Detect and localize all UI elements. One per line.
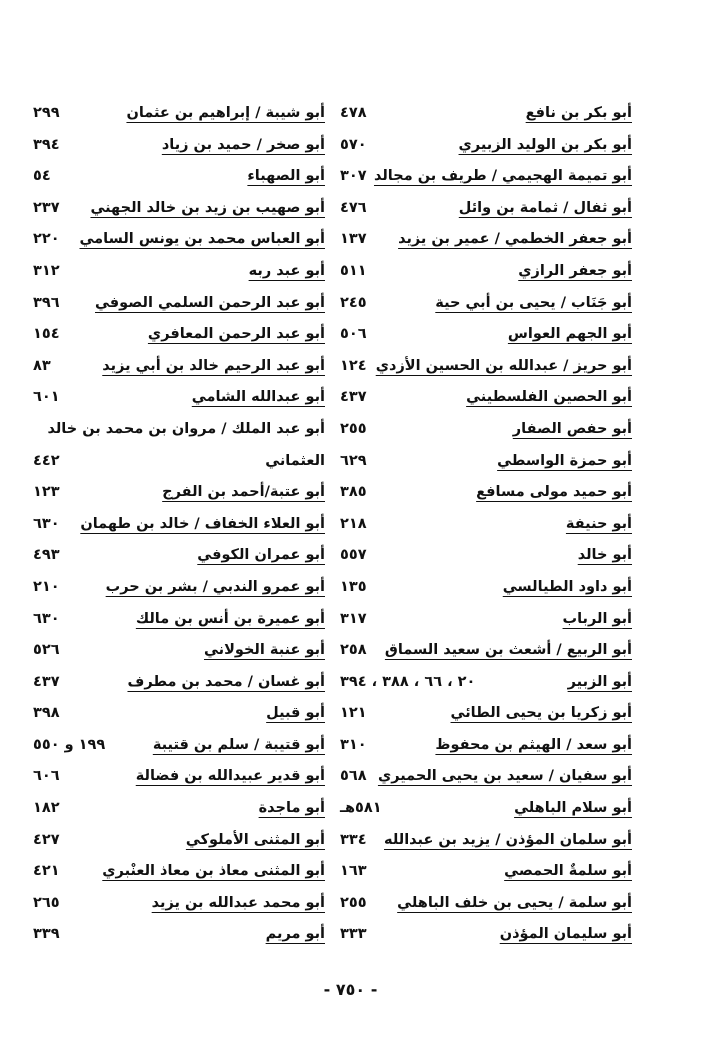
index-entry (25, 921, 325, 953)
entry-page-ref: ٥٠٦ (340, 326, 367, 343)
entry-page-ref: ٥٨١هـ (340, 800, 382, 817)
page-number: - ٧٥٠ - (323, 980, 378, 999)
entry-name: أبو قدير عبيدالله بن فضالة (135, 768, 325, 785)
index-entry (25, 858, 325, 890)
index-entry (332, 795, 632, 827)
index-entry (332, 669, 632, 701)
entry-page-ref: ٥٧٠ (340, 136, 367, 153)
index-entry (332, 511, 632, 543)
index-entry (25, 700, 325, 732)
index-entry (332, 100, 632, 132)
entry-page-ref: ٣٩٦ (33, 294, 60, 311)
index-entry (332, 606, 632, 638)
index-entry (25, 195, 325, 227)
entry-page-ref: ٦٠١ (33, 389, 60, 406)
index-entry (332, 921, 632, 953)
index-entry (25, 479, 325, 511)
entry-page-ref: ٣٣٩ (33, 926, 60, 943)
entry-page-ref: ٢٦٥ (33, 894, 60, 911)
entry-name: أبو تميمة الهجيمي / طريف بن مجالد (373, 168, 632, 185)
entry-name: أبو الرباب (562, 610, 632, 627)
entry-name: أبو حمزة الواسطي (497, 452, 632, 469)
entry-page-ref: ٤٤٢ (33, 452, 60, 469)
entry-name: أبو عبدالله الشامي (191, 389, 325, 406)
entry-page-ref: ٤٧٨ (340, 105, 367, 121)
entry-name: أبو سلام الباهلي (514, 800, 632, 817)
entry-page-ref: ٤٧٦ (340, 199, 367, 216)
index-entry (25, 542, 325, 574)
entry-page-ref: ٢١٠ (33, 578, 60, 595)
entry-name: أبو عبد الرحمن السلمي الصوفي (95, 294, 325, 311)
index-entry (25, 353, 325, 385)
entry-name: أبو عبد الرحيم خالد بن أبي يزيد (102, 357, 325, 374)
entry-page-ref: ٢٥٥ (340, 894, 367, 911)
entry-name: أبو ماجدة (258, 800, 325, 817)
index-entry (25, 795, 325, 827)
index-entry (25, 448, 325, 480)
entry-page-ref: ٣١٢ (33, 262, 60, 279)
entry-page-ref: ٤٩٣ (33, 547, 60, 564)
index-entry (332, 763, 632, 795)
index-entry (332, 132, 632, 164)
index-entry (25, 890, 325, 922)
index-entry (25, 258, 325, 290)
entry-page-ref: ٢٩٩ (33, 105, 60, 121)
index-entry (25, 384, 325, 416)
entry-name: أبو عبد الرحمن المعافري (147, 326, 325, 343)
entry-name: أبو الزبير (567, 673, 632, 690)
entry-name: أبو سفيان / سعيد بن يحيى الحميري (377, 768, 632, 785)
index-entry (332, 258, 632, 290)
entry-name: أبو خالد (577, 547, 632, 564)
entry-page-ref: ٣١٧ (340, 610, 367, 627)
entry-page-ref: ٤٢١ (33, 863, 60, 880)
entry-name: أبو عبد ربه (248, 262, 325, 279)
index-entry (25, 637, 325, 669)
entry-page-ref: ٣٨٥ (340, 484, 367, 501)
index-entry (332, 226, 632, 258)
entry-page-ref: ٣٩٨ (33, 705, 60, 722)
entry-page-ref: ٢١٨ (340, 515, 367, 532)
entry-name: العثماني (265, 452, 325, 469)
entry-name: أبو جَنَاب / يحيى بن أبي حية (435, 294, 632, 311)
entry-name: أبو حنيفة (565, 515, 632, 532)
entry-name: أبو محمد عبدالله بن يزيد (151, 894, 325, 911)
entry-name: أبو عمران الكوفي (197, 547, 325, 564)
entry-page-ref: ٢٢٠ (33, 231, 60, 248)
index-entry (25, 100, 325, 132)
index-entry (25, 732, 325, 764)
entry-page-ref: ١٣٥ (340, 578, 367, 595)
entry-page-ref: ٢٣٧ (33, 199, 60, 216)
entry-name: أبو سليمان المؤذن (499, 926, 632, 943)
index-entry (25, 290, 325, 322)
entry-page-ref: ٣٩٤ (33, 136, 60, 153)
index-entry (332, 574, 632, 606)
index-entry (332, 448, 632, 480)
entry-name: أبو سلمان المؤذن / يزيد بن عبدالله (384, 831, 632, 848)
index-entry (332, 637, 632, 669)
entry-page-ref: ٢٥٨ (340, 642, 367, 659)
entry-page-ref: ١٢٣ (33, 484, 60, 501)
entry-name: أبو بكر بن نافع (525, 105, 632, 121)
entry-name: أبو عميرة بن أنس بن مالك (135, 610, 325, 627)
entry-name: أبو جعفر الخطمي / عمير بن يزيد (398, 231, 632, 248)
entry-page-ref: ٢٠ ، ٦٦ ، ٣٨٨ ، ٣٩٤ (340, 673, 476, 690)
right-index-column (332, 100, 632, 953)
entry-page-ref: ٤٣٧ (340, 389, 367, 406)
entry-name: أبو عبد الملك / مروان بن محمد بن خالد (47, 420, 325, 437)
index-entry (25, 606, 325, 638)
entry-page-ref: ٥٤ (33, 168, 51, 185)
index-entry (332, 542, 632, 574)
entry-page-ref: ٦٢٩ (340, 452, 367, 469)
entry-name: أبو سلمة / يحيى بن خلف الباهلي (397, 894, 632, 911)
entry-page-ref: ٥٦٨ (340, 768, 367, 785)
index-entry (332, 732, 632, 764)
index-entry (332, 353, 632, 385)
entry-name: أبو ثفال / ثمامة بن وائل (458, 199, 632, 216)
entry-page-ref: ٤٣٧ (33, 673, 60, 690)
entry-page-ref: ٣٠٧ (340, 168, 367, 185)
index-entry (332, 858, 632, 890)
entry-name: أبو الحصين الفلسطيني (466, 389, 632, 406)
entry-page-ref: ٥٥٧ (340, 547, 367, 564)
index-entry (25, 669, 325, 701)
entry-page-ref: ٦٣٠ (33, 515, 60, 532)
entry-name: أبو قتيبة / سلم بن قتيبة (152, 736, 325, 753)
entry-page-ref: ١٢١ (340, 705, 367, 722)
entry-page-ref: ١٢٤ (340, 357, 367, 374)
entry-name: أبو العلاء الخفاف / خالد بن طهمان (80, 515, 325, 532)
entry-name: أبو المثنى معاذ بن معاذ العنْبري (102, 863, 325, 880)
entry-name: أبو شيبة / إبراهيم بن عثمان (126, 105, 325, 121)
entry-page-ref: ٢٥٥ (340, 420, 367, 437)
entry-name: أبو عتبة/أحمد بن الفرج (162, 484, 325, 501)
entry-page-ref: ٨٣ (33, 357, 51, 374)
entry-page-ref: ٢٤٥ (340, 294, 367, 311)
entry-name: أبو غسان / محمد بن مطرف (127, 673, 325, 690)
index-entry (25, 321, 325, 353)
index-entry (332, 479, 632, 511)
entry-page-ref: ٦٠٦ (33, 768, 60, 785)
entry-name: أبو عنبة الخولاني (203, 642, 325, 659)
entry-name: أبو زكريا بن يحيى الطائي (450, 705, 632, 722)
entry-page-ref: ١٣٧ (340, 231, 367, 248)
entry-name: أبو حميد مولى مسافع (476, 484, 632, 501)
entry-name: أبو داود الطيالسي (502, 578, 632, 595)
entry-name: أبو حفص الصفار (512, 420, 632, 437)
index-entry (25, 827, 325, 859)
entry-name: أبو قبيل (266, 705, 325, 722)
index-entry (25, 763, 325, 795)
entry-name: أبو مريم (265, 926, 325, 943)
index-entry (332, 290, 632, 322)
index-entry (25, 511, 325, 543)
entry-name: أبو العباس محمد بن يونس السامي (79, 231, 325, 248)
index-entry (332, 890, 632, 922)
entry-page-ref: ٣١٠ (340, 736, 367, 753)
index-entry (25, 132, 325, 164)
entry-name: أبو المثنى الأملوكي (185, 831, 325, 848)
entry-page-ref: ٤٢٧ (33, 831, 60, 848)
entry-name: أبو عمرو الندبي / بشر بن حرب (105, 578, 325, 595)
index-entry (332, 416, 632, 448)
index-entry (332, 384, 632, 416)
left-index-column (25, 100, 325, 953)
entry-name: أبو صهيب بن زيد بن خالد الجهني (90, 199, 325, 216)
entry-page-ref: ٣٣٣ (340, 926, 367, 943)
entry-name: أبو الربيع / أشعث بن سعيد السماق (384, 642, 632, 659)
entry-name: أبو بكر بن الوليد الزبيري (458, 136, 632, 153)
entry-page-ref: ٥٢٦ (33, 642, 60, 659)
entry-page-ref: ١٩٩ و ٥٥٠ (33, 736, 106, 753)
index-entry (25, 226, 325, 258)
entry-name: أبو الصهباء (247, 168, 325, 185)
entry-page-ref: ٦٣٠ (33, 610, 60, 627)
entry-page-ref: ٣٣٤ (340, 831, 367, 848)
index-entry (332, 321, 632, 353)
entry-name: أبو حريز / عبدالله بن الحسين الأزدي (375, 357, 632, 374)
index-entry (332, 163, 632, 195)
entry-name: أبو صخر / حميد بن زياد (161, 136, 325, 153)
entry-name: أبو سلمةٌ الحمصي (504, 863, 632, 880)
entry-name: أبو الجهم العواس (507, 326, 632, 343)
entry-page-ref: ١٥٤ (33, 326, 60, 343)
entry-page-ref: ١٨٢ (33, 800, 60, 817)
index-entry (332, 827, 632, 859)
entry-name: أبو سعد / الهيثم بن محفوظ (435, 736, 632, 753)
index-entry (25, 163, 325, 195)
index-entry (332, 700, 632, 732)
entry-page-ref: ٥١١ (340, 262, 367, 279)
entry-name: أبو جعفر الرازي (518, 262, 632, 279)
entry-page-ref: ١٦٣ (340, 863, 367, 880)
index-entry (332, 195, 632, 227)
index-entry (25, 574, 325, 606)
index-entry (25, 416, 325, 448)
